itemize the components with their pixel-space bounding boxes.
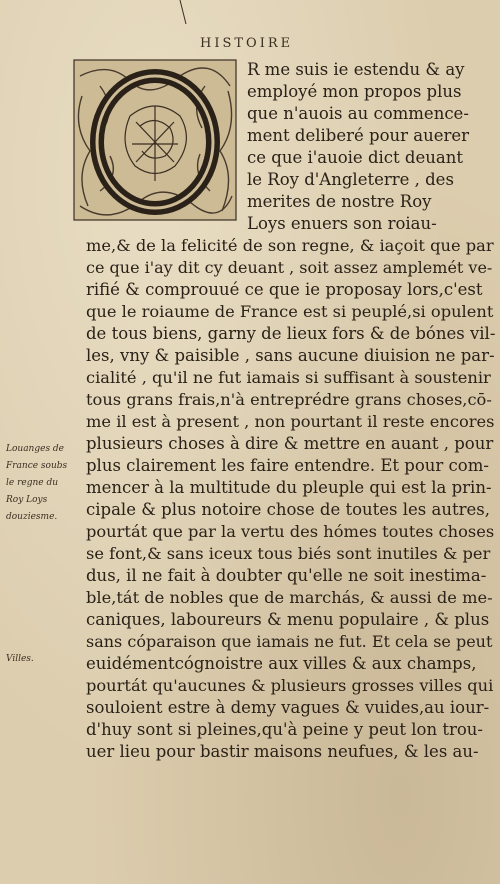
text-line: uer lieu pour bastir maisons neufues, & les au- <box>86 742 479 761</box>
text-line: plus clairement les faire entendre. Et pour com- <box>86 456 489 475</box>
text-line: les, vny & paisible , sans aucune diuision ne par- <box>86 346 495 365</box>
text-line: sans cóparaison que iamais ne fut. Et cela se peut <box>86 632 493 651</box>
page-crease-mark <box>178 0 188 26</box>
text-line: cipale & plus notoire chose de toutes les autres, <box>86 500 490 519</box>
text-line: souloient estre à demy vagues & vuides,au iour- <box>86 698 490 717</box>
margin-note-line: France soubs <box>6 461 68 471</box>
text-line: cialité , qu'il ne fut iamais si suffisant à soustenir <box>86 368 491 387</box>
text-line: mencer à la multitude du pleuple qui est la prin- <box>86 478 492 497</box>
text-line: que n'auois au commence- <box>247 104 469 123</box>
text-line: rifié & comprouué ce que ie proposay lors,c'est <box>86 280 483 299</box>
text-line: dus, il ne fait à doubter qu'elle ne soit inestima- <box>86 566 487 585</box>
text-line: euidémentcógnoistre aux villes & aux champs, <box>86 654 477 673</box>
text-line: pourtát qu'aucunes & plusieurs grosses villes qui <box>86 676 494 695</box>
text-line: de tous biens, garny de lieux fors & de bónes vil- <box>86 324 496 343</box>
text-line: plusieurs choses à dire & mettre en auant , pour <box>86 434 494 453</box>
margin-note-line: Louanges de <box>6 444 65 454</box>
text-line: que le roiaume de France est si peuplé,si opulent <box>86 302 494 321</box>
margin-note-line: Villes. <box>6 654 34 664</box>
margin-note-line: Roy Loys <box>6 495 48 505</box>
running-head: HISTOIRE <box>200 36 294 51</box>
text-line: ble,tát de nobles que de marchás, & aussi de me- <box>86 588 493 607</box>
text-line: employé mon propos plus <box>247 82 462 101</box>
text-line: le Roy d'Angleterre , des <box>247 170 454 189</box>
text-line: se font,& sans iceux tous biés sont inutiles & per <box>86 544 491 563</box>
text-line: ment deliberé pour auerer <box>247 126 470 145</box>
text-line: R me suis ie estendu & ay <box>247 60 465 79</box>
text-line: ce que i'ay dit cy deuant , soit assez amplemét ve- <box>86 258 493 277</box>
text-line: ce que i'auoie dict deuant <box>247 148 463 167</box>
margin-note-line: douziesme. <box>6 512 58 522</box>
text-line: d'huy sont si pleines,qu'à peine y peut lon trou- <box>86 720 483 739</box>
text-line: Loys enuers son roiau- <box>247 214 437 233</box>
text-line: merites de nostre Roy <box>247 192 432 211</box>
text-line: me,& de la felicité de son regne, & iaçoit que par <box>86 236 494 255</box>
text-line: caniques, laboureurs & menu populaire , & plus <box>86 610 490 629</box>
text-line: pourtát que par la vertu des hómes toutes choses <box>86 522 495 541</box>
text-line: tous grans frais,n'à entreprédre grans choses,cō- <box>86 390 492 409</box>
margin-note-line: le regne du <box>6 478 58 488</box>
text-line: me il est à present , non pourtant il reste encores <box>86 412 495 431</box>
decorated-initial-o-icon <box>70 56 240 224</box>
